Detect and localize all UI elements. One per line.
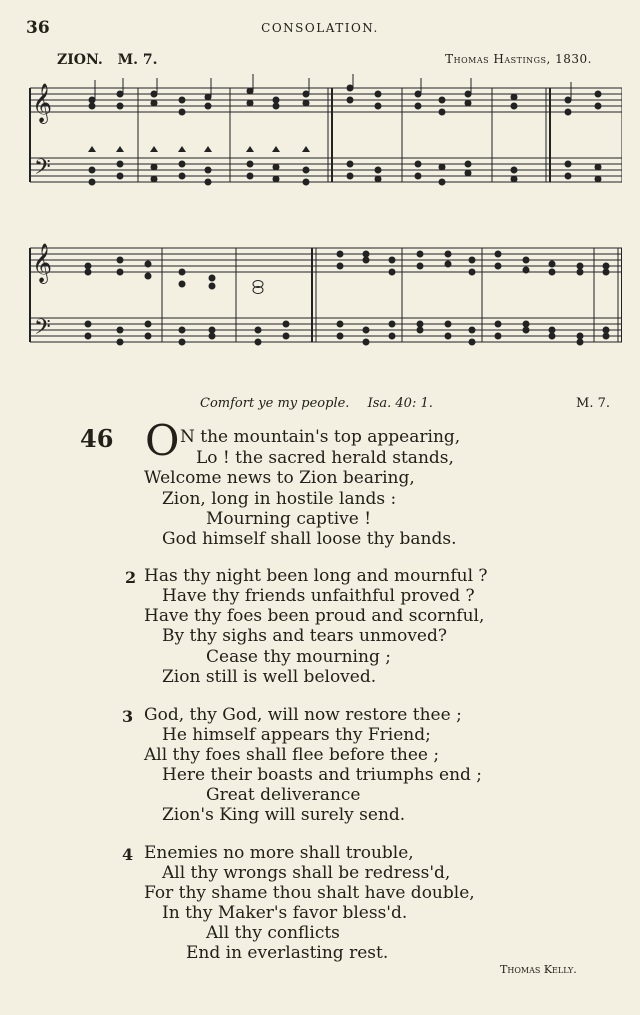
scripture-caption (200, 396, 433, 411)
page-number: 36 (26, 18, 50, 38)
stanza-line: Zion still is well beloved. (162, 667, 377, 687)
stanza-line: In thy Maker's favor bless'd. (162, 903, 408, 923)
stanza-number: 4 (122, 845, 134, 864)
tune-name: ZION. (57, 52, 103, 68)
stanza-line: Have thy friends unfaithful proved ? (162, 586, 475, 606)
stanza-line: Cease thy mourning ; (206, 647, 391, 667)
stanza-number: 3 (122, 707, 134, 726)
stanza-line: All thy conflicts (206, 923, 340, 943)
tune-meter: M. 7. (117, 52, 158, 68)
stanza-line: Zion's King will surely send. (162, 805, 406, 825)
stanza-number: 2 (125, 568, 137, 587)
stanza-line: All thy foes shall flee before thee ; (144, 745, 440, 765)
tune-title (57, 52, 158, 68)
dropcap-letter: O (145, 416, 180, 465)
hymn-author: Thomas Kelly. (500, 963, 577, 976)
svg-text:𝄢: 𝄢 (34, 315, 51, 345)
stanza-line: For thy shame thou shalt have double, (144, 883, 475, 903)
stanza-line: By thy sighs and tears unmoved? (162, 626, 447, 646)
stanza-line: He himself appears thy Friend; (162, 725, 431, 745)
music-score-image (22, 74, 622, 354)
svg-text:𝄢: 𝄢 (34, 155, 51, 185)
caption-meter: M. 7. (576, 396, 610, 411)
tune-composer: Thomas Hastings, 1830. (445, 52, 592, 66)
stanza-line: Here their boasts and triumphs end ; (162, 765, 483, 785)
svg-text:𝄞: 𝄞 (32, 83, 53, 123)
stanza-line: Has thy night been long and mournful ? (144, 566, 488, 586)
stanza-line: Enemies no more shall trouble, (144, 843, 414, 863)
hymn-number: 46 (80, 424, 114, 453)
stanza-line: Lo ! the sacred herald stands, (196, 448, 454, 468)
caption-reference: Isa. 40: 1. (367, 396, 433, 411)
stanza-line: God himself shall loose thy bands. (162, 529, 457, 549)
caption-text: Comfort ye my people. (200, 396, 350, 411)
hymn-first-line: N the mountain's top appearing, (180, 427, 461, 447)
svg-text:𝄞: 𝄞 (32, 243, 53, 283)
stanza-line: Mourning captive ! (206, 509, 372, 529)
stanza-line: Great deliverance (206, 785, 361, 805)
stanza-line: Welcome news to Zion bearing, (144, 468, 415, 488)
stanza-line: All thy wrongs shall be redress'd, (162, 863, 451, 883)
running-head: CONSOLATION. (261, 21, 379, 35)
stanza-line: God, thy God, will now restore thee ; (144, 705, 462, 725)
stanza-line: Zion, long in hostile lands : (162, 489, 397, 509)
stanza-line: Have thy foes been proud and scornful, (144, 606, 485, 626)
stanza-line: End in everlasting rest. (186, 943, 389, 963)
